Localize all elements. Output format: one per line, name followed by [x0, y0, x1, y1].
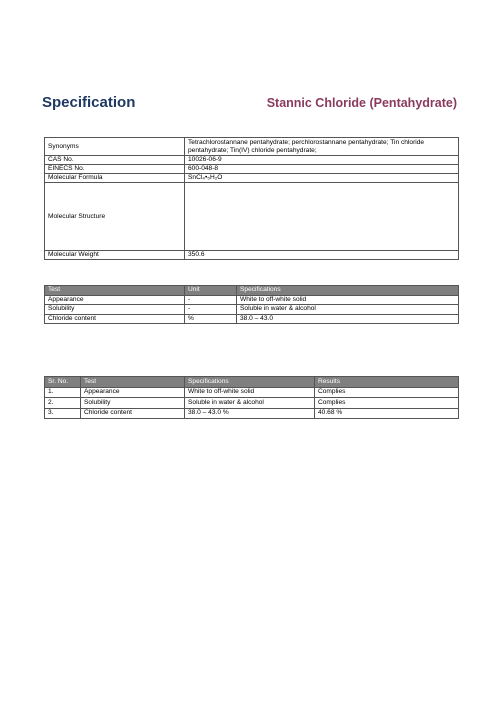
results-cell: 3.	[45, 408, 81, 419]
results-cell: White to off-white solid	[185, 387, 315, 398]
table-row	[45, 295, 459, 305]
cas-value: 10026-06-9	[185, 156, 459, 165]
formula-value: SnCl₄•₅H₂O	[185, 174, 459, 183]
product-name: Stannic Chloride (Pentahydrate)	[266, 96, 457, 110]
results-header-sr-no: Sr. No.	[45, 377, 81, 388]
structure-cell	[185, 183, 459, 251]
specification-table	[44, 285, 459, 324]
identity-row-cas	[45, 156, 459, 165]
spec-cell: White to off-white solid	[237, 295, 459, 305]
page-title: Specification	[42, 94, 136, 111]
results-cell: 38.0 – 43.0 %	[185, 408, 315, 419]
results-header-results: Results	[315, 377, 459, 388]
structure-label: Molecular Structure	[45, 183, 185, 251]
results-cell: 2.	[45, 398, 81, 409]
table-row	[45, 314, 459, 324]
spec-header-row	[45, 286, 459, 296]
formula-label: Molecular Formula	[45, 174, 185, 183]
results-cell: Soluble in water & alcohol	[185, 398, 315, 409]
einecs-value: 600-048-8	[185, 165, 459, 174]
identity-row-weight	[45, 251, 459, 260]
identity-row-einecs	[45, 165, 459, 174]
identity-row-synonyms	[45, 138, 459, 156]
results-cell: 40.68 %	[315, 408, 459, 419]
weight-label: Molecular Weight	[45, 251, 185, 260]
weight-value: 350.6	[185, 251, 459, 260]
results-cell: Complies	[315, 398, 459, 409]
results-cell: Chloride content	[81, 408, 185, 419]
table-row	[45, 387, 459, 398]
results-cell: Solubility	[81, 398, 185, 409]
spec-cell: %	[185, 314, 237, 324]
cas-label: CAS No.	[45, 156, 185, 165]
identity-table	[44, 137, 459, 260]
spec-header-test: Test	[45, 286, 185, 296]
einecs-label: EINECS No.	[45, 165, 185, 174]
table-row	[45, 305, 459, 315]
results-cell: Appearance	[81, 387, 185, 398]
results-cell: 1.	[45, 387, 81, 398]
spec-cell: Solubility	[45, 305, 185, 315]
spec-header-unit: Unit	[185, 286, 237, 296]
table-row	[45, 408, 459, 419]
spec-cell: -	[185, 305, 237, 315]
results-table	[44, 376, 459, 419]
results-header-specifications: Specifications	[185, 377, 315, 388]
synonyms-value: Tetrachlorostannane pentahydrate; perchlorostannane pentahydrate; Tin chloride pentahydrate; Tin(IV) chloride pentahydrate;	[185, 138, 459, 156]
structure-image-area	[188, 183, 455, 250]
results-header-test: Test	[81, 377, 185, 388]
spec-cell: Chloride content	[45, 314, 185, 324]
identity-row-structure	[45, 183, 459, 251]
identity-row-formula	[45, 174, 459, 183]
synonyms-label: Synonyms	[45, 138, 185, 156]
spec-cell: Soluble in water & alcohol	[237, 305, 459, 315]
spec-cell: Appearance	[45, 295, 185, 305]
results-header-row	[45, 377, 459, 388]
spec-header-specifications: Specifications	[237, 286, 459, 296]
spec-cell: 38.0 – 43.0	[237, 314, 459, 324]
table-row	[45, 398, 459, 409]
spec-cell: -	[185, 295, 237, 305]
results-cell: Complies	[315, 387, 459, 398]
